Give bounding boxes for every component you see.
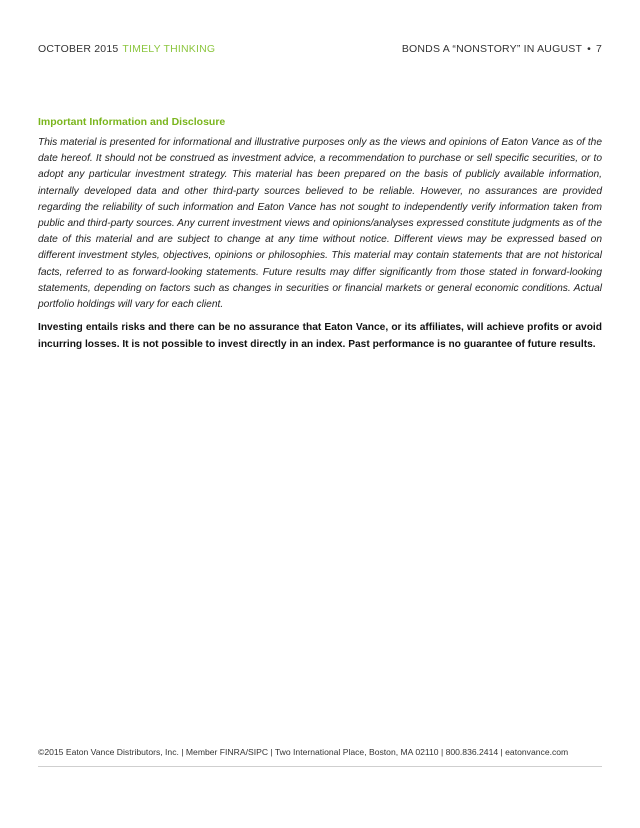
header-series: TIMELY THINKING (122, 43, 216, 55)
header-left (38, 43, 215, 55)
page-footer: ©2015 Eaton Vance Distributors, Inc. | Member FINRA/SIPC | Two International Place, Boston, MA 02110 | 800.836.2414 | eatonvance.com (38, 747, 569, 757)
disclosure-section (38, 115, 602, 353)
page-number: 7 (595, 43, 602, 55)
page-header (38, 43, 602, 57)
header-right (402, 43, 602, 55)
disclosure-paragraph: This material is presented for informational and illustrative purposes only as the views and opinions of Eaton Vance as of the date hereof. It should not be construed as investment advice, a recommendation to purchase or sell specific securities, or to adopt any particular investment strategy. This material has been prepared on the basis of publicly available information, internally developed data and other third-party sources believed to be reliable. However, no assurances are provided regarding the reliability of such information and Eaton Vance has not sought to independently verify information taken from public and third-party sources. Any current investment views and opinions/analyses expressed constitute judgments as of the date of this material and are subject to change at any time without notice. Different views may be expressed based on different investment styles, objectives, opinions or philosophies. This material may contain statements that are not historical facts, referred to as forward-looking statements. Future results may differ significantly from those stated in forward-looking statements, depending on factors such as changes in securities or financial markets or general economic conditions. Actual portfolio holdings will vary for each client. (38, 137, 602, 311)
risk-statement: Investing entails risks and there can be no assurance that Eaton Vance, or its affiliates, will achieve profits or avoid incurring losses. It is not possible to invest directly in an index. Past performance is no guarantee of future results. (38, 322, 602, 350)
header-title: BONDS A “NONSTORY” IN AUGUST (401, 43, 583, 55)
header-date: OCTOBER 2015 (38, 43, 119, 55)
header-separator: • (587, 43, 591, 55)
footer-divider (38, 766, 602, 767)
section-title: Important Information and Disclosure (38, 116, 226, 128)
